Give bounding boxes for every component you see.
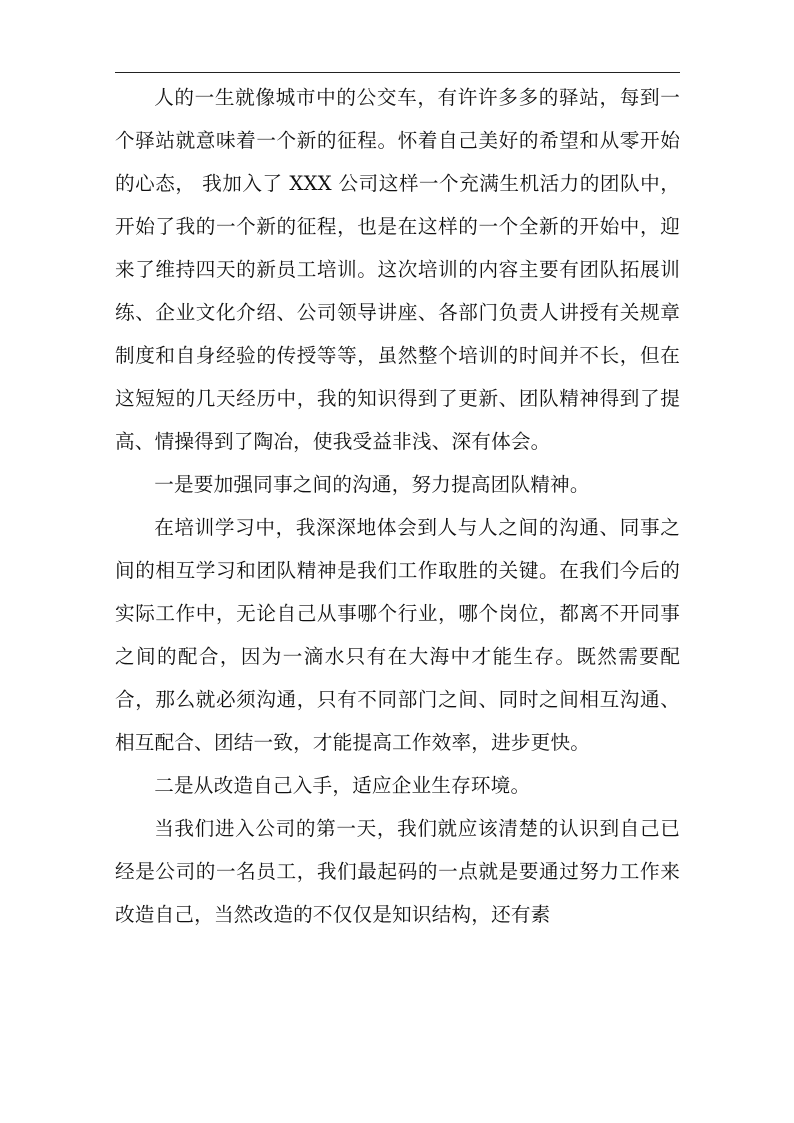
paragraph-point-two-body: 当我们进入公司的第一天，我们就应该清楚的认识到自己已经是公司的一名员工，我们最起码的一点就是要通过努力工作来改造自己，当然改造的不仅仅是知识结构，还有素 xyxy=(115,817,680,926)
header-rule xyxy=(115,72,680,73)
document-body xyxy=(115,76,680,936)
paragraph-intro: 人的一生就像城市中的公交车，有许许多多的驿站，每到一个驿站就意味着一个新的征程。怀着自己美好的希望和从零开始的心态， 我加入了 XXX 公司这样一个充满生机活力的团队中，开始了我的一个新的征程，也是在这样的一个全新的开始中，迎来了维持四天的新员工培训。这次培训的内容主要有团队拓展训练、企业文化介绍、公司领导讲座、各部门负责人讲授有关规章制度和自身经验的传授等等，虽然整个培训的时间并不长，但在这短短的几天经历中，我的知识得到了更新、团队精神得到了提高、情操得到了陶冶，使我受益非浅、深有体会。 xyxy=(115,86,680,453)
paragraph-point-two-heading: 二是从改造自己入手，适应企业生存环境。 xyxy=(154,774,531,797)
paragraph-point-one-heading: 一是要加强同事之间的沟通，努力提高团队精神。 xyxy=(154,473,590,496)
paragraph-point-one-body: 在培训学习中，我深深地体会到人与人之间的沟通、同事之间的相互学习和团队精神是我们工作取胜的关键。在我们今后的实际工作中，无论自己从事哪个行业，哪个岗位，都离不开同事之间的配合，因为一滴水只有在大海中才能生存。既然需要配合，那么就必须沟通，只有不同部门之间、同时之间相互沟通、相互配合、团结一致，才能提高工作效率，进步更快。 xyxy=(115,516,680,754)
